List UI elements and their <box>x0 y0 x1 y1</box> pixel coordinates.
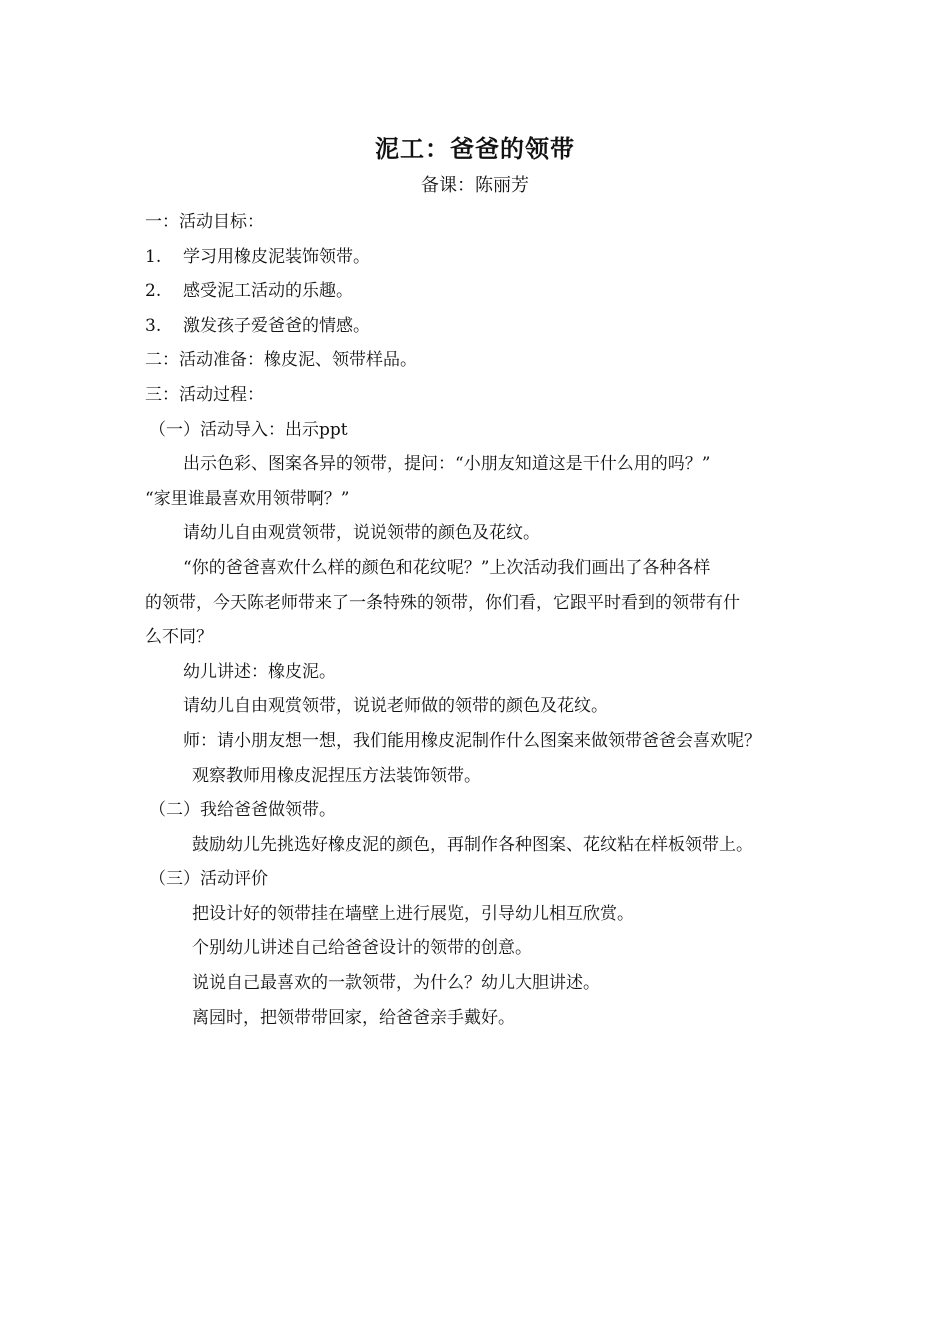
document-title: 泥工：爸爸的领带 <box>375 135 575 163</box>
paragraph-line: 离园时，把领带带回家，给爸爸亲手戴好。 <box>192 1007 515 1028</box>
goal-text: 感受泥工活动的乐趣。 <box>183 281 353 302</box>
paragraph-line: “家里谁最喜欢用领带啊？” <box>145 488 350 509</box>
preparation-line: 二：活动准备：橡皮泥、领带样品。 <box>145 350 417 371</box>
paragraph-line: 把设计好的领带挂在墙壁上进行展览，引导幼儿相互欣赏。 <box>192 903 634 924</box>
document-body <box>145 205 825 1035</box>
process-heading: 三：活动过程： <box>145 384 264 405</box>
part3-heading: （三）活动评价 <box>149 869 268 890</box>
author-line: 备课：陈丽芳 <box>421 175 529 196</box>
paragraph-line: 请幼儿自由观赏领带，说说领带的颜色及花纹。 <box>183 523 540 544</box>
paragraph-line: 观察教师用橡皮泥捏压方法装饰领带。 <box>192 765 481 786</box>
goal-text: 激发孩子爱爸爸的情感。 <box>183 315 370 336</box>
goal-text: 学习用橡皮泥装饰领带。 <box>183 246 370 267</box>
goal-item <box>145 274 825 309</box>
part2-heading: （二）我给爸爸做领带。 <box>149 800 336 821</box>
part1-heading: （一）活动导入：出示ppt <box>149 419 348 440</box>
paragraph-line: 个别幼儿讲述自己给爸爸设计的领带的创意。 <box>192 938 532 959</box>
paragraph-line: 出示色彩、图案各异的领带，提问：“小朋友知道这是干什么用的吗？” <box>183 454 711 475</box>
goals-heading: 一：活动目标： <box>145 212 264 232</box>
paragraph-line: 幼儿讲述：橡皮泥。 <box>183 661 336 682</box>
goal-number: 1. <box>145 246 162 267</box>
goal-number: 3. <box>145 315 162 336</box>
paragraph-line: 的领带，今天陈老师带来了一条特殊的领带，你们看，它跟平时看到的领带有什 <box>145 592 740 613</box>
paragraph-line: “你的爸爸喜欢什么样的颜色和花纹呢？”上次活动我们画出了各种各样 <box>183 557 711 578</box>
goal-item <box>145 240 825 275</box>
paragraph-line: 说说自己最喜欢的一款领带，为什么？幼儿大胆讲述。 <box>192 973 600 994</box>
paragraph-line: 鼓励幼儿先挑选好橡皮泥的颜色，再制作各种图案、花纹粘在样板领带上。 <box>192 834 753 855</box>
paragraph-line: 么不同？ <box>145 627 213 648</box>
goal-item <box>145 309 825 344</box>
paragraph-line: 师：请小朋友想一想，我们能用橡皮泥制作什么图案来做领带爸爸会喜欢呢？ <box>183 730 761 751</box>
paragraph-line: 请幼儿自由观赏领带，说说老师做的领带的颜色及花纹。 <box>183 696 608 717</box>
goal-number: 2. <box>145 281 162 302</box>
